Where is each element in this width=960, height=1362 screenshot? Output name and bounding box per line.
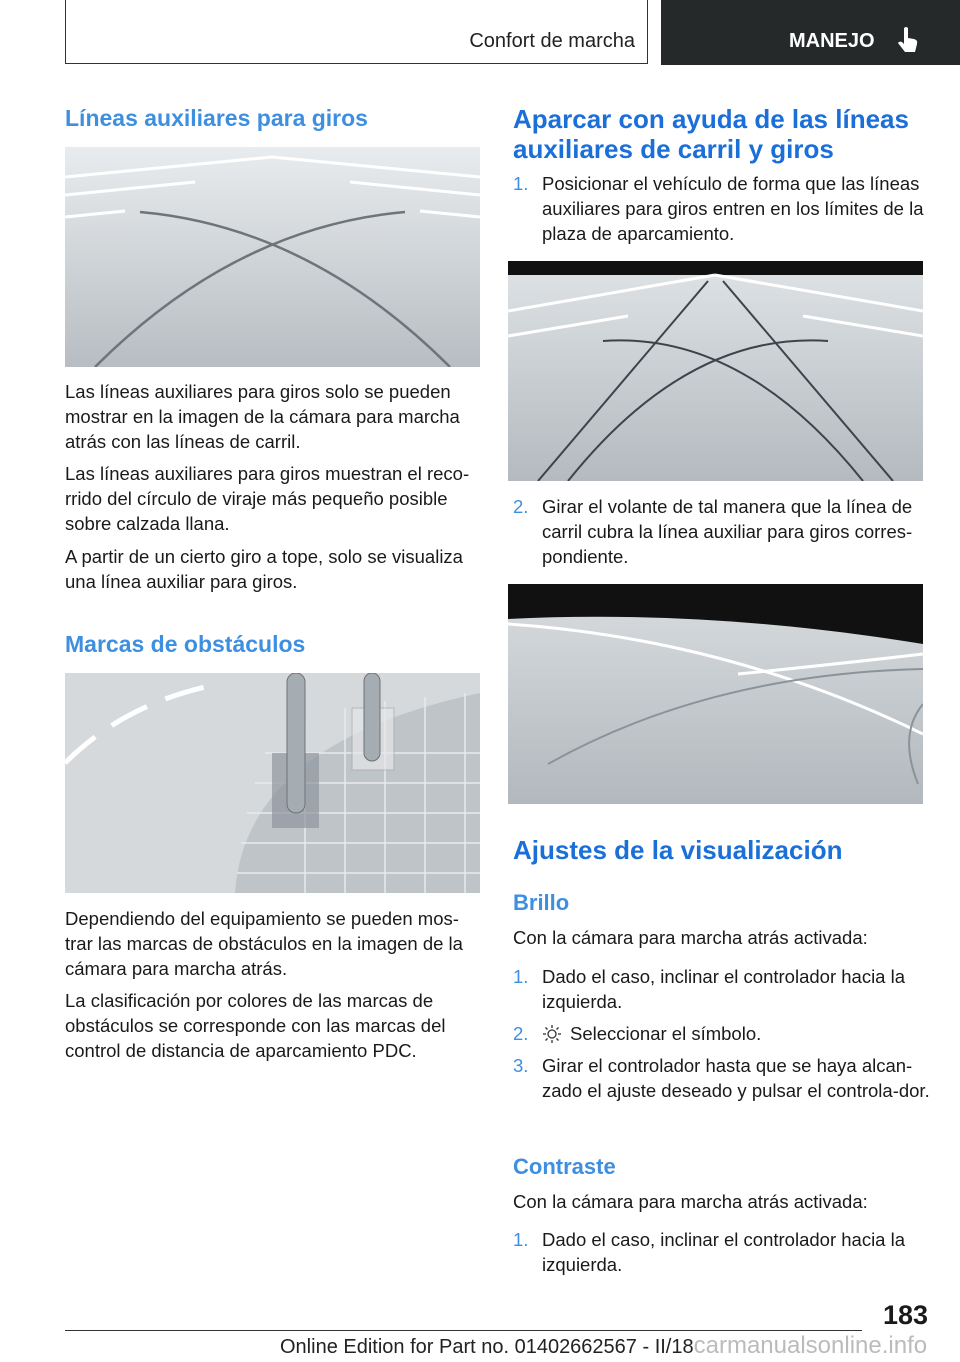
step-number: 1. xyxy=(513,1229,529,1250)
paragraph-5: La clasificación por colores de las marcas de obstáculos se corresponde con las marcas del control de distancia de aparcamiento PDC. xyxy=(65,990,446,1061)
paragraph-3: A partir de un cierto giro a tope, solo se visualiza una línea auxiliar para giros. xyxy=(65,546,463,592)
heading-brightness: Brillo xyxy=(513,890,570,915)
step-text: Dado el caso, inclinar el controlador hacia la izquierda. xyxy=(542,966,906,1012)
obstacle-marks-image xyxy=(65,673,480,893)
watermark: carmanualsonline.info xyxy=(693,1332,928,1359)
heading-contrast: Contraste xyxy=(513,1154,616,1179)
edition-text: Online Edition for Part no. 01402662567 - II/18 xyxy=(280,1336,694,1358)
paragraph-4: Dependiendo del equipamiento se pueden mos-trar las marcas de obstáculos en la imagen de la cámara para marcha atrás. xyxy=(65,908,463,979)
step-number: 2. xyxy=(513,1023,529,1044)
heading-parking-lines: Aparcar con ayuda de las líneas auxiliares de carril y giros xyxy=(513,104,909,164)
heading-display-settings: Ajustes de la visualización xyxy=(513,835,843,865)
paragraph-2: Las líneas auxiliares para giros muestran el reco-rrido del círculo de viraje más pequeño posible sobre calzada llana. xyxy=(65,463,470,534)
step-text: Seleccionar el símbolo. xyxy=(570,1023,762,1044)
header-chapter-tab xyxy=(661,0,960,65)
footer-edition xyxy=(280,1332,927,1360)
step-text: Girar el volante de tal manera que la línea de carril cubra la línea auxiliar para giros corres-pondiente. xyxy=(542,496,913,567)
parking-lines-image-2 xyxy=(508,584,923,804)
chapter-label: MANEJO xyxy=(789,30,875,52)
step-number: 1. xyxy=(513,966,529,987)
step-text: Girar el controlador hasta que se haya alcan-zado el ajuste deseado y pulsar el controla-dor. xyxy=(542,1055,930,1101)
parking-lines-image-1 xyxy=(508,261,923,481)
turning-lines-image xyxy=(65,147,480,367)
step-number: 1. xyxy=(513,173,529,194)
footer-divider xyxy=(65,1330,862,1331)
heading-obstacle-marks: Marcas de obstáculos xyxy=(65,631,306,657)
brightness-intro: Con la cámara para marcha atrás activada: xyxy=(513,927,868,948)
hand-pointer-icon xyxy=(895,26,921,54)
contrast-intro: Con la cámara para marcha atrás activada: xyxy=(513,1191,868,1212)
header-section-title: Confort de marcha xyxy=(469,30,635,52)
step-number: 2. xyxy=(513,496,529,517)
paragraph-1: Las líneas auxiliares para giros solo se pueden mostrar en la imagen de la cámara para marcha atrás con las líneas de carril. xyxy=(65,381,460,452)
heading-turning-lines: Líneas auxiliares para giros xyxy=(65,105,368,131)
brightness-sun-icon xyxy=(542,1024,562,1044)
step-text: Posicionar el vehículo de forma que las líneas auxiliares para giros entren en los límites de la plaza de aparcamiento. xyxy=(542,173,924,244)
step-text: Dado el caso, inclinar el controlador hacia la izquierda. xyxy=(542,1229,906,1275)
header-section-box xyxy=(65,0,648,64)
step-number: 3. xyxy=(513,1055,529,1076)
page-number: 183 xyxy=(882,1300,928,1330)
